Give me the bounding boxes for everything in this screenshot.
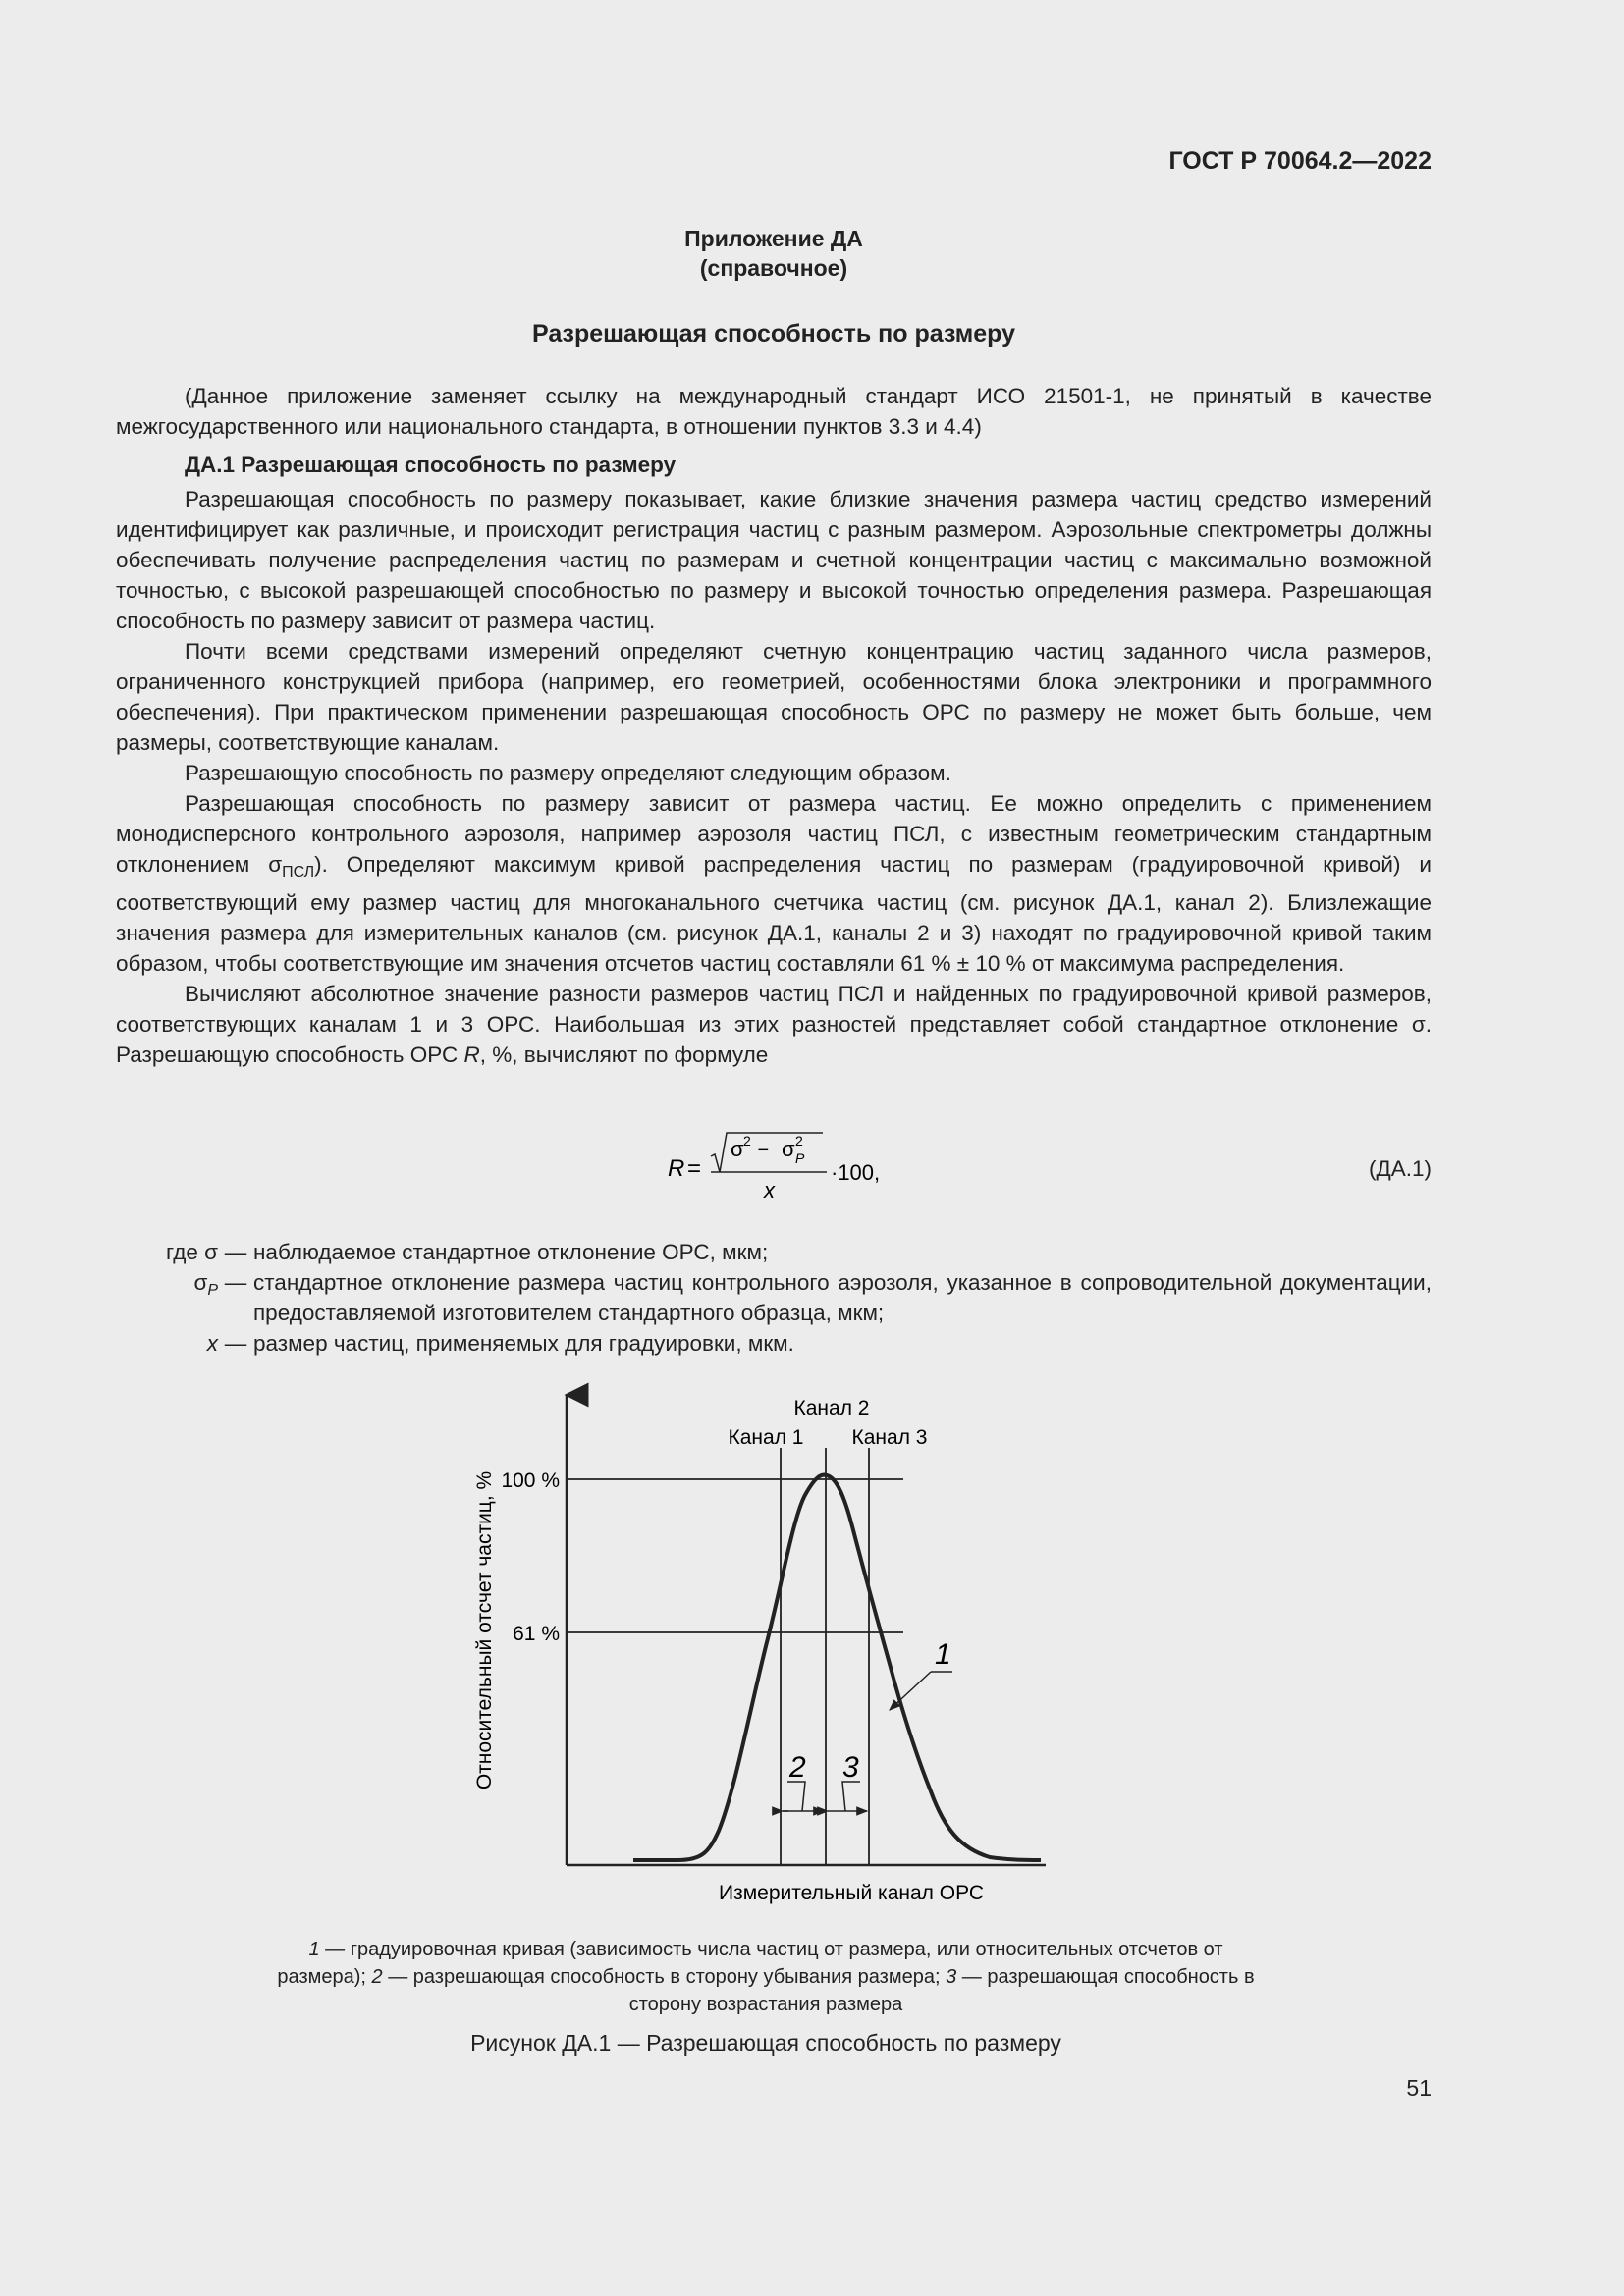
channel-3-label: Канал 3: [851, 1426, 928, 1449]
paragraph-text: ). Определяют максимум кривой распределения частиц по размерам (градуировочной кривой) и соответствующий ему размер частиц для многоканального счетчика частиц (см. рисунок ДА.1, канал 2). Близлежащие значения размера для измерительных каналов (см. рисунок ДА.1, каналы 2 и 3) находят по градуировочной кривой таким образом, чтобы соответствующие им значения отсчетов частиц составляли 61 % ± 10 % от максимума распределения.: [116, 852, 1432, 976]
def-symbol: [116, 1267, 218, 1328]
formula-eq: =: [687, 1155, 702, 1182]
callout-2-leader: [787, 1782, 805, 1811]
tick-label-100: 100 %: [501, 1469, 560, 1492]
callout-3-label: 3: [842, 1751, 859, 1784]
legend-text: — градуировочная кривая (зависимость числа частиц от размера, или относительных отсчетов от размера);: [277, 1939, 1223, 1988]
variable-r: R: [463, 1042, 480, 1067]
paragraph-text: Разрешающая способность по размеру зависит от размера частиц. Ее можно определить с применением монодисперсного контрольного аэрозоля, например аэрозоля частиц ПСЛ, с известным геометрическим стандартным отклонением σ: [116, 791, 1432, 877]
definitions-list: [116, 1237, 1432, 1359]
def-dash: —: [224, 1331, 247, 1356]
callout-3-leader: [842, 1782, 860, 1811]
def-symbol-sigma: σ: [193, 1270, 208, 1295]
tick-label-61: 61 %: [513, 1623, 560, 1645]
def-dash: —: [224, 1270, 247, 1295]
formula-subp: P: [795, 1150, 805, 1166]
definition-row: [116, 1267, 1432, 1328]
paragraph: Разрешающую способность по размеру определяют следующим образом.: [185, 761, 951, 785]
subscript: ПСЛ: [282, 864, 315, 881]
formula-sigma2: σ: [782, 1137, 795, 1161]
legend-num: 2: [371, 1966, 383, 1988]
formula-sigma1: σ: [731, 1137, 744, 1161]
definition-row: [116, 1328, 1432, 1359]
definition-row: [116, 1237, 1432, 1267]
paragraph: Почти всеми средствами измерений определяют счетную концентрацию частиц заданного числа размеров, ограниченного конструкцией прибора (например, его геометрией, особенностями блока электроники и программного обеспечения). При практическом применении разрешающая способность ОРС по размеру не может быть больше, чем размеры, соответствующие каналам.: [116, 639, 1432, 755]
x-axis-label: Измерительный канал ОРС: [718, 1882, 985, 1904]
def-symbol-sub: P: [207, 1282, 218, 1299]
body-text: [116, 381, 1432, 1070]
intro-paragraph: (Данное приложение заменяет ссылку на международный стандарт ИСО 21501-1, не принятый в качестве межгосударственного или национального стандарта, в отношении пунктов 3.3 и 4.4): [116, 384, 1432, 439]
def-text: размер частиц, применяемых для градуировки, мкм.: [253, 1331, 794, 1356]
section-title: Разрешающая способность по размеру: [532, 320, 1015, 347]
formula: [648, 1129, 943, 1207]
legend-num: 1: [308, 1939, 320, 1960]
subsection-heading: ДА.1 Разрешающая способность по размеру: [185, 453, 677, 477]
paragraph-text: , %, вычисляют по формуле: [479, 1042, 769, 1067]
channel-2-label: Канал 2: [793, 1397, 870, 1419]
legend-num: 3: [946, 1966, 957, 1988]
formula-sup2: 2: [795, 1133, 803, 1148]
appendix-type: (справочное): [699, 255, 848, 281]
def-symbol: x: [206, 1331, 218, 1356]
def-symbol: где σ: [166, 1240, 218, 1264]
figure-legend: [275, 1936, 1257, 2018]
paragraph: Разрешающая способность по размеру показывает, какие близкие значения размера частиц средство измерений идентифицирует как различные, и происходит регистрация частиц с разным размером. Аэрозольные спектрометры должны обеспечивать получение распределения частиц по размерам и счетной концентрации частиц с максимально возможной точностью, с высокой разрешающей способностью по размеру и высокой точностью определения размера. Разрешающая способность по размеру зависит от размера частиц.: [116, 487, 1432, 633]
callout-2-label: 2: [789, 1751, 806, 1784]
appendix-title: [116, 224, 1432, 283]
page-number: 51: [1406, 2075, 1432, 2101]
legend-text: — разрешающая способность в сторону убывания размера;: [382, 1966, 947, 1988]
y-axis-label: Относительный отсчет частиц, %: [473, 1470, 496, 1790]
formula-tail: ·100,: [831, 1160, 881, 1185]
paragraph-text: Вычисляют абсолютное значение разности размеров частиц ПСЛ и найденных по градуировочной кривой размеров, соответствующих каналам 1 и 3 ОРС. Наибольшая из этих разностей представляет собой стандартное отклонение σ. Разрешающую способность ОРС: [116, 982, 1432, 1067]
formula-lhs: R: [668, 1155, 685, 1182]
legend-text: — разрешающая способность в сторону возрастания размера: [628, 1966, 1255, 2015]
formula-minus: −: [752, 1140, 775, 1161]
formula-number: (ДА.1): [1369, 1156, 1432, 1181]
paragraph: [116, 788, 1432, 979]
callout-1-label: 1: [935, 1638, 951, 1671]
channel-1-label: Канал 1: [728, 1426, 804, 1449]
paragraph: [116, 979, 1432, 1070]
figure-da1: [432, 1379, 1139, 1909]
figure-caption: Рисунок ДА.1 — Разрешающая способность по размеру: [470, 2030, 1061, 2056]
calibration-curve: [633, 1475, 1041, 1860]
def-dash: —: [224, 1240, 247, 1264]
standard-code: ГОСТ Р 70064.2—2022: [1168, 147, 1432, 175]
def-text: наблюдаемое стандартное отклонение ОРС, мкм;: [253, 1240, 769, 1264]
formula-sup1: 2: [743, 1133, 751, 1148]
def-text: стандартное отклонение размера частиц контрольного аэрозоля, указанное в сопроводительной документации, предоставляемой изготовителем стандартного образца, мкм;: [253, 1270, 1432, 1325]
appendix-name: Приложение ДА: [684, 226, 863, 251]
formula-denominator: x: [764, 1178, 775, 1202]
